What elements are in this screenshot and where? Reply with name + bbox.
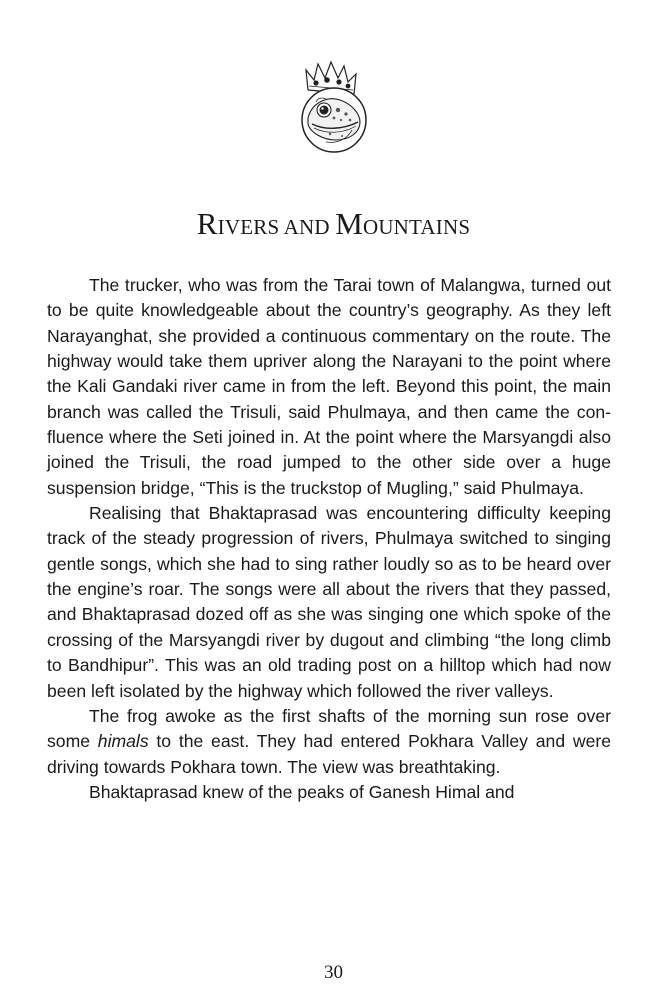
paragraph xyxy=(47,501,611,704)
body-text xyxy=(47,273,611,805)
text-run: The trucker, who was from the Tarai town of Malangwa, turned out to be quite knowledgeable about the country’s geography. As they left Narayanghat, she provided a continuous commentary on the route. The highway would take them upriver along the Narayani to the point where the Kali Gandaki river came in from the left. Beyond this point, the main branch was called the Trisuli, said Phulmaya, and then came the confluence where the Seti joined in. At the point where the Marsyangdi also joined the Trisuli, the road jumped to the other side over a huge suspension bridge, “This is the truckstop of Mugling,” said Phulmaya. xyxy=(47,275,611,498)
paragraph xyxy=(47,704,611,780)
frog-with-crown-icon xyxy=(294,58,374,158)
paragraph xyxy=(47,780,611,805)
page-number: 30 xyxy=(324,962,343,983)
text-run: Bhaktaprasad knew of the peaks of Ganesh Himal and xyxy=(89,781,515,802)
text-run: to the east. They had entered Pokhara Valley and were driving towards Pokhara town. The view was breathtaking. xyxy=(47,731,611,777)
italic-term: himals xyxy=(97,731,149,752)
text-run: Realising that Bhaktaprasad was encountering difficulty keeping track of the steady progression of rivers, Phulmaya switched to singing gentle songs, which she had to sing rather loudly so as to be heard over the engine’s roar. The songs were all about the rivers that they passed, and Bhaktaprasad dozed off as she was singing one which spoke of the crossing of the Marsyangdi river by dugout and climbing “the long climb to Bandhipur”. This was an old trading post on a hilltop which had now been left isolated by the highway which followed the river valleys. xyxy=(47,503,611,701)
title-capital: R xyxy=(196,206,218,241)
title-small-caps: OUNTAINS xyxy=(362,215,471,239)
title-capital: M xyxy=(335,206,363,241)
paragraph xyxy=(47,273,611,501)
chapter-title xyxy=(0,206,667,242)
title-small-caps: IVERS AND xyxy=(217,215,336,239)
text-run: The frog awoke as the first shafts of the morning sun rose over some xyxy=(47,705,611,752)
